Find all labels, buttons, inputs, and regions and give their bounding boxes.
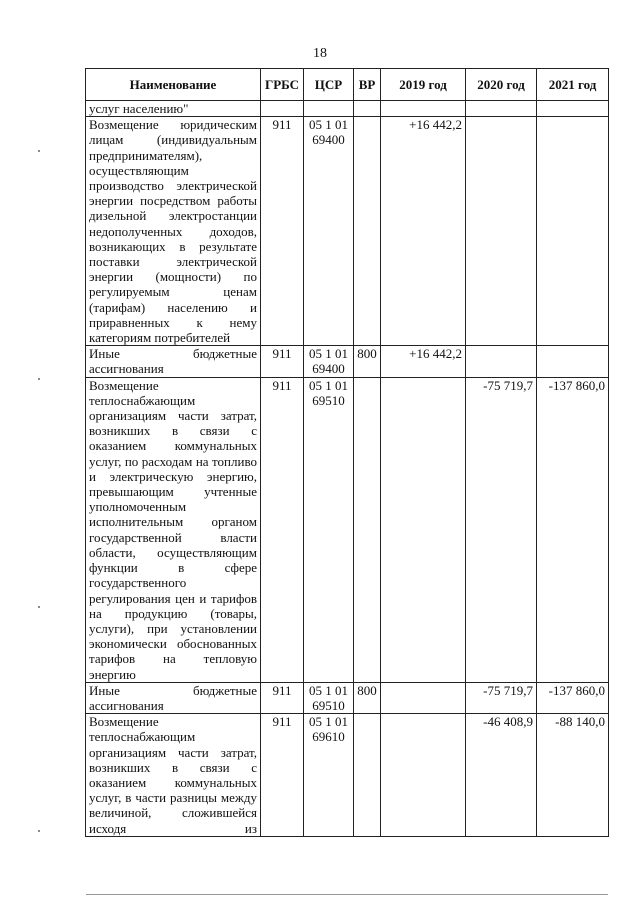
row-grbs: 911 — [261, 682, 304, 713]
row-2020: -46 408,9 — [466, 714, 537, 837]
budget-table — [85, 68, 609, 837]
table-row — [86, 377, 609, 682]
row-2020 — [466, 117, 537, 346]
row-2021: -137 860,0 — [537, 682, 609, 713]
row-csr: 05 1 01 69510 — [304, 682, 354, 713]
column-header-grbs: ГРБС — [261, 69, 304, 101]
row-2019: +16 442,2 — [381, 346, 466, 377]
column-header-2020: 2020 год — [466, 69, 537, 101]
row-2021 — [537, 101, 609, 117]
scan-mark — [38, 378, 40, 380]
column-header-vr: ВР — [354, 69, 381, 101]
page-number: 18 — [313, 46, 327, 61]
scan-mark — [38, 830, 40, 832]
table-header-row — [86, 69, 609, 101]
row-2019: +16 442,2 — [381, 117, 466, 346]
row-2021 — [537, 117, 609, 346]
row-vr: 800 — [354, 346, 381, 377]
row-2020 — [466, 101, 537, 117]
row-name: Возмещение теплоснабжающим организациям части затрат, возникших в связи с оказанием коммунальных услуг, в части разницы между величиной, сложившейся исходя из — [86, 714, 261, 837]
row-grbs: 911 — [261, 377, 304, 682]
row-vr — [354, 117, 381, 346]
column-header-name: Наименование — [86, 69, 261, 101]
column-header-2021: 2021 год — [537, 69, 609, 101]
table-row — [86, 101, 609, 117]
column-header-2019: 2019 год — [381, 69, 466, 101]
row-csr: 05 1 01 69510 — [304, 377, 354, 682]
row-grbs: 911 — [261, 117, 304, 346]
table-row — [86, 682, 609, 713]
row-csr — [304, 101, 354, 117]
row-2021: -137 860,0 — [537, 377, 609, 682]
row-2019 — [381, 714, 466, 837]
row-name: Иные бюджетные ассигнования — [86, 682, 261, 713]
table-row — [86, 346, 609, 377]
row-grbs: 911 — [261, 346, 304, 377]
row-vr — [354, 377, 381, 682]
row-2020: -75 719,7 — [466, 682, 537, 713]
table-row — [86, 117, 609, 346]
scan-mark — [38, 606, 40, 608]
row-2019 — [381, 682, 466, 713]
column-header-csr: ЦСР — [304, 69, 354, 101]
row-2020 — [466, 346, 537, 377]
row-2021: -88 140,0 — [537, 714, 609, 837]
row-name: Возмещение теплоснабжающим организациям части затрат, возникших в связи с оказанием коммунальных услуг, по расходам на топливо и электрическую энергию, превышающим учтенные уполномоченным исполнительным органом государственной власти области, осуществляющим функции в сфере государственного регулирования цен и тарифов на продукцию (товары, услуги), при установлении экономически обоснованных тарифов на тепловую энергию — [86, 377, 261, 682]
row-grbs — [261, 101, 304, 117]
table-row — [86, 714, 609, 837]
row-2019 — [381, 377, 466, 682]
row-vr — [354, 714, 381, 837]
scan-mark — [38, 150, 40, 152]
row-name: услуг населению" — [86, 101, 261, 117]
row-2019 — [381, 101, 466, 117]
row-name: Возмещение юридическим лицам (индивидуальным предпринимателям), осуществляющим производство электрической энергии посредством работы дизельной электростанции недополученных доходов, возникающих в результате поставки электрической энергии (мощности) по регулируемым ценам (тарифам) населению и приравненных к нему категориям потребителей — [86, 117, 261, 346]
row-csr: 05 1 01 69610 — [304, 714, 354, 837]
row-grbs: 911 — [261, 714, 304, 837]
row-vr — [354, 101, 381, 117]
row-2020: -75 719,7 — [466, 377, 537, 682]
row-csr: 05 1 01 69400 — [304, 346, 354, 377]
row-csr: 05 1 01 69400 — [304, 117, 354, 346]
row-2021 — [537, 346, 609, 377]
row-name: Иные бюджетные ассигнования — [86, 346, 261, 377]
row-vr: 800 — [354, 682, 381, 713]
bottom-rule — [86, 894, 608, 895]
